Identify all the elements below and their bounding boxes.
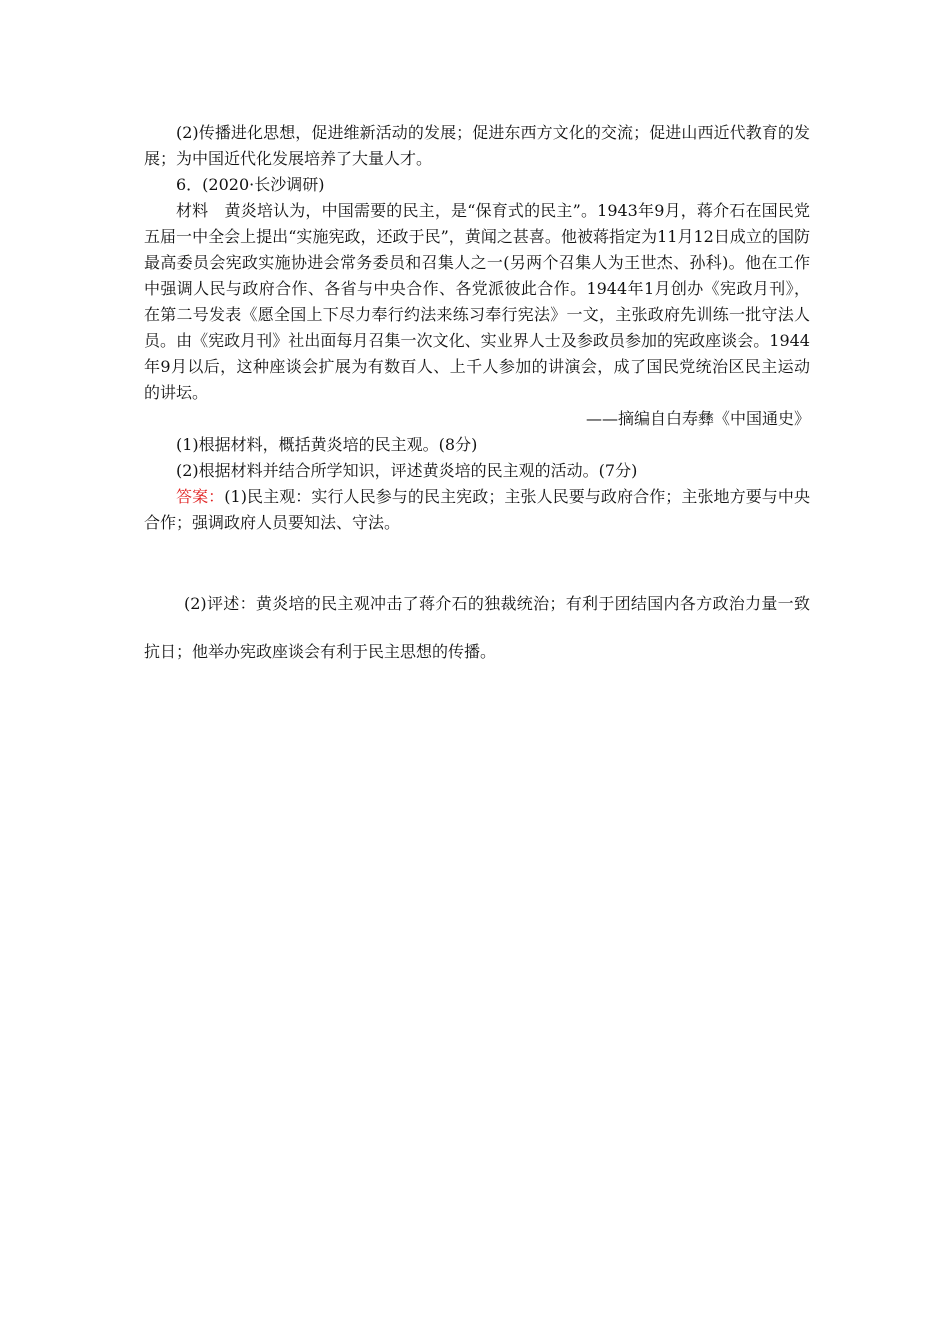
material-text: 黄炎培认为，中国需要的民主，是“保育式的民主”。1943年9月，蒋介石在国民党五届一中全会上提出“实施宪政，还政于民”，黄闻之甚喜。他被蒋指定为11月12日成立的国防最高委员会宪政实施协进会常务委员和召集人之一(另两个召集人为王世杰、孙科)。他在工作中强调人民与政府合作、各省与中央合作、各党派彼此合作。1944年1月创办《宪政月刊》，在第二号发表《愿全国上下尽力奉行约法来练习奉行宪法》一文，主张政府先训练一批守法人员。由《宪政月刊》社出面每月召集一次文化、实业界人士及参政员参加的宪政座谈会。1944年9月以后，这种座谈会扩展为有数百人、上千人参加的讲演会，成了国民党统治区民主运动的讲坛。 [144,201,810,402]
answer-part-2: (2)传播进化思想，促进维新活动的发展；促进东西方文化的交流；促进山西近代教育的发展；为中国近代化发展培养了大量人才。 [144,123,810,168]
question-header: 6．(2020·长沙调研) [176,175,325,194]
question-6 [144,172,810,536]
answer-label: 答案： [176,487,225,506]
answer-2-block [144,580,810,676]
sub-question-1: (1)根据材料，概括黄炎培的民主观。(8分) [176,435,478,454]
sub-question-2: (2)根据材料并结合所学知识，评述黄炎培的民主观的活动。(7分) [176,461,638,480]
answer-1: (1)民主观：实行人民参与的民主宪政；主张人民要与政府合作；主张地方要与中央合作；强调政府人员要知法、守法。 [144,487,810,532]
material-source: ——摘编自白寿彝《中国通史》 [585,409,810,428]
answer-2: (2)评述：黄炎培的民主观冲击了蒋介石的独裁统治；有利于团结国内各方政治力量一致抗日；他举办宪政座谈会有利于民主思想的传播。 [144,594,810,661]
previous-answer [144,120,810,172]
answer-paragraph [144,484,810,536]
material-paragraph [144,198,810,406]
material-label: 材料 [176,201,209,220]
